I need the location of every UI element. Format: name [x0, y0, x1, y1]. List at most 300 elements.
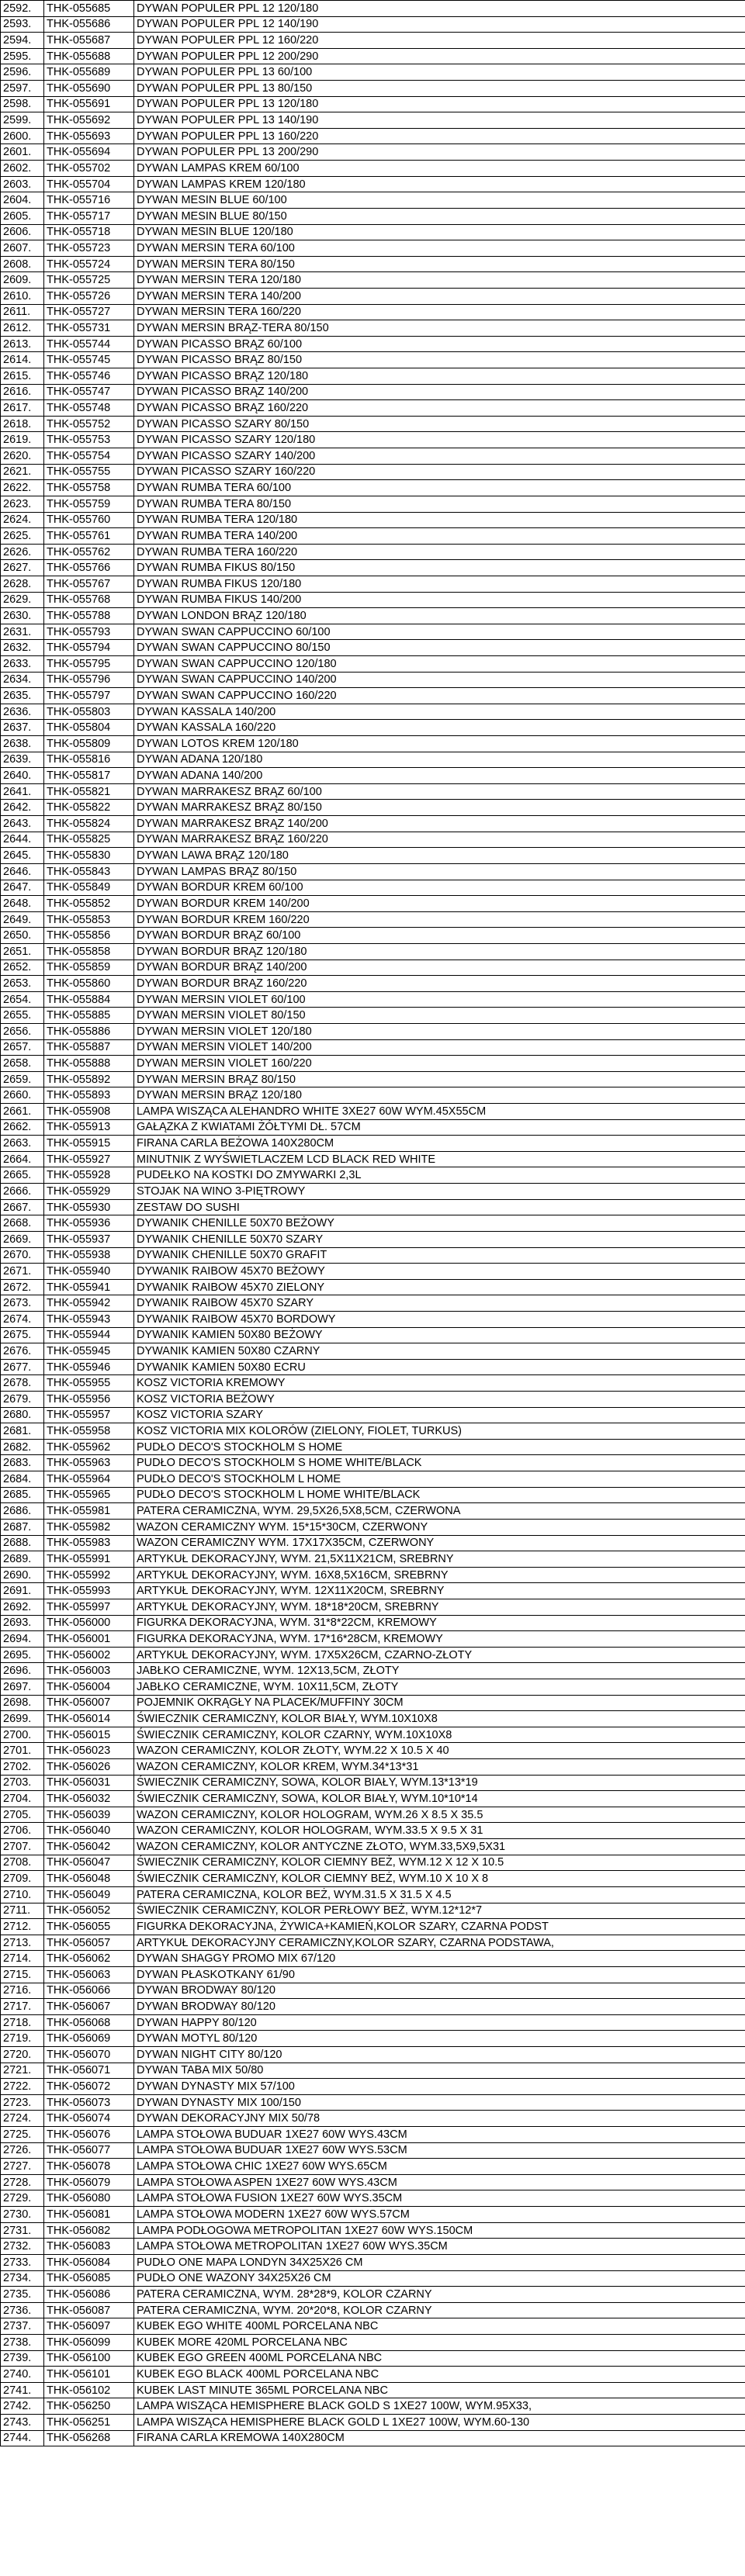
product-description: FIRANA CARLA BEŻOWA 140X280CM	[134, 1136, 745, 1152]
product-description: DYWAN PICASSO BRĄZ 140/200	[134, 384, 745, 400]
product-description: PATERA CERAMICZNA, WYM. 20*20*8, KOLOR CZARNY	[134, 2302, 745, 2318]
product-description: DYWAN BORDUR BRĄZ 120/180	[134, 943, 745, 960]
table-row	[1, 1071, 745, 1087]
table-row	[1, 1439, 745, 1455]
product-code: THK-056003	[44, 1663, 134, 1679]
row-number: 2689.	[1, 1551, 44, 1568]
table-row	[1, 1679, 745, 1695]
product-code: THK-056032	[44, 1791, 134, 1807]
product-description: KUBEK EGO GREEN 400ML PORCELANA NBC	[134, 2350, 745, 2367]
table-row	[1, 144, 745, 161]
table-row	[1, 640, 745, 656]
table-row	[1, 2031, 745, 2047]
table-row	[1, 1039, 745, 1056]
row-number: 2619.	[1, 432, 44, 448]
product-description: LAMPA STOŁOWA FUSION 1XE27 60W WYS.35CM	[134, 2190, 745, 2207]
table-row	[1, 2334, 745, 2350]
table-row	[1, 688, 745, 704]
table-row	[1, 2254, 745, 2270]
product-description: LAMPA WISZĄCA HEMISPHERE BLACK GOLD L 1XE27 100W, WYM.60-130	[134, 2415, 745, 2431]
product-description: DYWAN MESIN BLUE 80/150	[134, 208, 745, 224]
product-code: THK-055928	[44, 1167, 134, 1184]
table-row	[1, 256, 745, 272]
row-number: 2616.	[1, 384, 44, 400]
product-code: THK-055997	[44, 1599, 134, 1615]
product-description: DYWAN MERSIN BRĄZ 80/150	[134, 1071, 745, 1087]
product-code: THK-056048	[44, 1871, 134, 1887]
product-description: LAMPA WISZĄCA HEMISPHERE BLACK GOLD S 1XE27 100W, WYM.95X33,	[134, 2398, 745, 2415]
row-number: 2682.	[1, 1439, 44, 1455]
product-code: THK-055956	[44, 1392, 134, 1408]
product-code: THK-056042	[44, 1839, 134, 1855]
row-number: 2679.	[1, 1392, 44, 1408]
row-number: 2602.	[1, 161, 44, 177]
row-number: 2719.	[1, 2031, 44, 2047]
row-number: 2728.	[1, 2174, 44, 2190]
product-description: LAMPA PODŁOGOWA METROPOLITAN 1XE27 60W WYS.150CM	[134, 2222, 745, 2239]
product-description: DYWAN RUMBA FIKUS 140/200	[134, 592, 745, 608]
table-row	[1, 208, 745, 224]
table-row	[1, 480, 745, 496]
product-description: ŚWIECZNIK CERAMICZNY, SOWA, KOLOR BIAŁY, WYM.10*10*14	[134, 1791, 745, 1807]
product-code: THK-055830	[44, 848, 134, 864]
table-row	[1, 2318, 745, 2335]
row-number: 2599.	[1, 112, 44, 129]
row-number: 2594.	[1, 33, 44, 49]
table-row	[1, 2302, 745, 2318]
row-number: 2685.	[1, 1487, 44, 1503]
product-description: DYWAN MERSIN VIOLET 120/180	[134, 1024, 745, 1040]
product-code: THK-056031	[44, 1775, 134, 1791]
product-code: THK-056001	[44, 1631, 134, 1648]
product-description: DYWAN LOTOS KREM 120/180	[134, 736, 745, 752]
table-row	[1, 1184, 745, 1200]
row-number: 2688.	[1, 1535, 44, 1551]
product-code: THK-055982	[44, 1519, 134, 1535]
product-code: THK-055937	[44, 1231, 134, 1247]
product-description: WAZON CERAMICZNY, KOLOR HOLOGRAM, WYM.33.5 X 9.5 X 31	[134, 1823, 745, 1839]
product-code: THK-055760	[44, 512, 134, 528]
product-description: DYWAN MERSIN BRĄZ-TERA 80/150	[134, 320, 745, 337]
product-code: THK-056002	[44, 1647, 134, 1663]
product-description: DYWAN KASSALA 160/220	[134, 720, 745, 736]
product-code: THK-056076	[44, 2127, 134, 2143]
product-description: PUDŁO ONE WAZONY 34X25X26 CM	[134, 2270, 745, 2287]
product-description: DYWAN MERSIN VIOLET 60/100	[134, 991, 745, 1008]
product-description: DYWANIK CHENILLE 50X70 GRAFIT	[134, 1247, 745, 1264]
product-code: THK-055964	[44, 1471, 134, 1488]
table-row	[1, 624, 745, 640]
table-row	[1, 2079, 745, 2095]
product-code: THK-055893	[44, 1087, 134, 1104]
table-row	[1, 2159, 745, 2175]
product-description: DYWAN LAMPAS KREM 120/180	[134, 176, 745, 192]
table-row	[1, 2174, 745, 2190]
row-number: 2629.	[1, 592, 44, 608]
table-row	[1, 960, 745, 976]
product-code: THK-056057	[44, 1935, 134, 1951]
row-number: 2733.	[1, 2254, 44, 2270]
product-code: THK-055793	[44, 624, 134, 640]
table-row	[1, 1056, 745, 1072]
product-code: THK-055858	[44, 943, 134, 960]
product-description: DYWAN PICASSO BRĄZ 80/150	[134, 352, 745, 368]
product-code: THK-056084	[44, 2254, 134, 2270]
product-code: THK-055702	[44, 161, 134, 177]
row-number: 2663.	[1, 1136, 44, 1152]
product-description: DYWAN POPULER PPL 12 140/190	[134, 16, 745, 33]
row-number: 2713.	[1, 1935, 44, 1951]
product-description: PUDŁO DECO'S STOCKHOLM S HOME	[134, 1439, 745, 1455]
row-number: 2601.	[1, 144, 44, 161]
product-code: THK-056007	[44, 1695, 134, 1711]
table-row	[1, 1999, 745, 2015]
product-table-body	[1, 1, 745, 2446]
row-number: 2696.	[1, 1663, 44, 1679]
product-code: THK-056099	[44, 2334, 134, 2350]
product-code: THK-055817	[44, 768, 134, 784]
row-number: 2736.	[1, 2302, 44, 2318]
table-row	[1, 1743, 745, 1759]
product-code: THK-055885	[44, 1008, 134, 1024]
product-description: DYWAN BORDUR BRĄZ 60/100	[134, 928, 745, 944]
table-row	[1, 336, 745, 352]
table-row	[1, 1855, 745, 1871]
row-number: 2740.	[1, 2367, 44, 2383]
table-row	[1, 1695, 745, 1711]
product-description: ARTYKUŁ DEKORACYJNY, WYM. 18*18*20CM, SREBRNY	[134, 1599, 745, 1615]
product-code: THK-055809	[44, 736, 134, 752]
table-row	[1, 1, 745, 17]
product-description: DYWANIK RAIBOW 45X70 BORDOWY	[134, 1311, 745, 1327]
product-code: THK-055822	[44, 800, 134, 816]
table-row	[1, 16, 745, 33]
product-code: THK-056071	[44, 2063, 134, 2079]
row-number: 2598.	[1, 96, 44, 112]
row-number: 2656.	[1, 1024, 44, 1040]
table-row	[1, 224, 745, 240]
row-number: 2738.	[1, 2334, 44, 2350]
row-number: 2712.	[1, 1919, 44, 1935]
row-number: 2730.	[1, 2207, 44, 2223]
table-row	[1, 1807, 745, 1823]
product-description: LAMPA STOŁOWA CHIC 1XE27 60W WYS.65CM	[134, 2159, 745, 2175]
row-number: 2647.	[1, 880, 44, 896]
product-description: KOSZ VICTORIA MIX KOLORÓW (ZIELONY, FIOLET, TURKUS)	[134, 1423, 745, 1440]
table-row	[1, 2350, 745, 2367]
product-description: DYWAN ADANA 120/180	[134, 752, 745, 768]
table-row	[1, 1823, 745, 1839]
table-row	[1, 1407, 745, 1423]
row-number: 2597.	[1, 81, 44, 97]
product-description: PUDŁO DECO'S STOCKHOLM L HOME WHITE/BLACK	[134, 1487, 745, 1503]
row-number: 2607.	[1, 240, 44, 257]
product-code: THK-055744	[44, 336, 134, 352]
product-description: DYWAN PICASSO BRĄZ 60/100	[134, 336, 745, 352]
product-code: THK-055754	[44, 448, 134, 465]
row-number: 2706.	[1, 1823, 44, 1839]
table-row	[1, 1455, 745, 1471]
product-description: DYWAN POPULER PPL 13 80/150	[134, 81, 745, 97]
row-number: 2625.	[1, 528, 44, 545]
product-code: THK-055724	[44, 256, 134, 272]
row-number: 2623.	[1, 496, 44, 512]
table-row	[1, 672, 745, 688]
row-number: 2609.	[1, 272, 44, 289]
product-code: THK-055691	[44, 96, 134, 112]
product-code: THK-056087	[44, 2302, 134, 2318]
product-code: THK-055803	[44, 704, 134, 720]
row-number: 2595.	[1, 48, 44, 64]
row-number: 2714.	[1, 1951, 44, 1967]
product-code: THK-055726	[44, 288, 134, 304]
product-description: DYWAN MARRAKESZ BRĄZ 60/100	[134, 783, 745, 800]
row-number: 2667.	[1, 1199, 44, 1215]
product-code: THK-055884	[44, 991, 134, 1008]
row-number: 2704.	[1, 1791, 44, 1807]
row-number: 2622.	[1, 480, 44, 496]
product-description: ŚWIECZNIK CERAMICZNY, KOLOR CIEMNY BEŻ, WYM.10 X 10 X 8	[134, 1871, 745, 1887]
row-number: 2731.	[1, 2222, 44, 2239]
product-description: WAZON CERAMICZNY WYM. 15*15*30CM, CZERWONY	[134, 1519, 745, 1535]
product-description: KUBEK LAST MINUTE 365ML PORCELANA NBC	[134, 2382, 745, 2398]
table-row	[1, 416, 745, 432]
table-row	[1, 2047, 745, 2063]
product-code: THK-055746	[44, 368, 134, 385]
product-code: THK-055687	[44, 33, 134, 49]
product-description: DYWANIK CHENILLE 50X70 BEŻOWY	[134, 1215, 745, 1232]
product-code: THK-055767	[44, 576, 134, 592]
row-number: 2726.	[1, 2142, 44, 2159]
table-row	[1, 768, 745, 784]
row-number: 2725.	[1, 2127, 44, 2143]
product-description: ŚWIECZNIK CERAMICZNY, SOWA, KOLOR BIAŁY, WYM.13*13*19	[134, 1775, 745, 1791]
table-row	[1, 240, 745, 257]
row-number: 2690.	[1, 1567, 44, 1583]
product-description: LAMPA STOŁOWA ASPEN 1XE27 60W WYS.43CM	[134, 2174, 745, 2190]
table-row	[1, 2367, 745, 2383]
product-description: POJEMNIK OKRĄGŁY NA PLACEK/MUFFINY 30CM	[134, 1695, 745, 1711]
product-description: KOSZ VICTORIA SZARY	[134, 1407, 745, 1423]
product-description: DYWAN POPULER PPL 12 200/290	[134, 48, 745, 64]
product-description: DYWAN PICASSO BRĄZ 120/180	[134, 368, 745, 385]
row-number: 2700.	[1, 1727, 44, 1743]
product-code: THK-056055	[44, 1919, 134, 1935]
table-row	[1, 1503, 745, 1520]
product-code: THK-056080	[44, 2190, 134, 2207]
row-number: 2659.	[1, 1071, 44, 1087]
product-description: DYWAN PICASSO SZARY 140/200	[134, 448, 745, 465]
product-code: THK-056004	[44, 1679, 134, 1695]
row-number: 2742.	[1, 2398, 44, 2415]
table-row	[1, 1727, 745, 1743]
table-row	[1, 1311, 745, 1327]
product-description: ŚWIECZNIK CERAMICZNY, KOLOR CIEMNY BEŻ, WYM.12 X 12 X 10.5	[134, 1855, 745, 1871]
table-row	[1, 1151, 745, 1167]
product-code: THK-056066	[44, 1983, 134, 1999]
row-number: 2643.	[1, 816, 44, 832]
table-row	[1, 2207, 745, 2223]
product-description: DYWAN RUMBA TERA 60/100	[134, 480, 745, 496]
table-row	[1, 816, 745, 832]
product-description: MINUTNIK Z WYŚWIETLACZEM LCD BLACK RED WHITE	[134, 1151, 745, 1167]
table-row	[1, 848, 745, 864]
product-description: DYWAN PICASSO SZARY 80/150	[134, 416, 745, 432]
table-row	[1, 320, 745, 337]
table-row	[1, 1871, 745, 1887]
row-number: 2703.	[1, 1775, 44, 1791]
row-number: 2631.	[1, 624, 44, 640]
row-number: 2611.	[1, 304, 44, 320]
table-row	[1, 783, 745, 800]
product-code: THK-056100	[44, 2350, 134, 2367]
product-code: THK-055942	[44, 1295, 134, 1312]
row-number: 2673.	[1, 1295, 44, 1312]
table-row	[1, 1487, 745, 1503]
table-row	[1, 2142, 745, 2159]
table-row	[1, 448, 745, 465]
row-number: 2744.	[1, 2430, 44, 2446]
product-description: DYWAN KASSALA 140/200	[134, 704, 745, 720]
product-description: DYWAN MERSIN TERA 80/150	[134, 256, 745, 272]
product-code: THK-055940	[44, 1264, 134, 1280]
product-description: DYWANIK RAIBOW 45X70 BEŻOWY	[134, 1264, 745, 1280]
table-row	[1, 400, 745, 417]
row-number: 2732.	[1, 2239, 44, 2255]
row-number: 2670.	[1, 1247, 44, 1264]
product-code: THK-055694	[44, 144, 134, 161]
product-code: THK-055748	[44, 400, 134, 417]
product-code: THK-056067	[44, 1999, 134, 2015]
product-code: THK-055983	[44, 1535, 134, 1551]
product-description: DYWAN SWAN CAPPUCCINO 60/100	[134, 624, 745, 640]
product-description: ŚWIECZNIK CERAMICZNY, KOLOR BIAŁY, WYM.10X10X8	[134, 1711, 745, 1727]
table-row	[1, 1983, 745, 1999]
product-description: DYWAN LONDON BRĄZ 120/180	[134, 608, 745, 624]
product-description: DYWAN NIGHT CITY 80/120	[134, 2047, 745, 2063]
product-code: THK-055797	[44, 688, 134, 704]
row-number: 2639.	[1, 752, 44, 768]
product-code: THK-055725	[44, 272, 134, 289]
row-number: 2603.	[1, 176, 44, 192]
product-code: THK-056250	[44, 2398, 134, 2415]
row-number: 2640.	[1, 768, 44, 784]
table-row	[1, 112, 745, 129]
table-row	[1, 1024, 745, 1040]
table-row	[1, 1343, 745, 1360]
product-description: DYWAN MERSIN TERA 140/200	[134, 288, 745, 304]
table-row	[1, 128, 745, 144]
product-description: ARTYKUŁ DEKORACYJNY, WYM. 16X8,5X16CM, SREBRNY	[134, 1567, 745, 1583]
row-number: 2709.	[1, 1871, 44, 1887]
product-code: THK-055693	[44, 128, 134, 144]
product-description: DYWAN MERSIN VIOLET 140/200	[134, 1039, 745, 1056]
row-number: 2614.	[1, 352, 44, 368]
product-description: DYWAN POPULER PPL 13 140/190	[134, 112, 745, 129]
table-row	[1, 1375, 745, 1392]
row-number: 2636.	[1, 704, 44, 720]
product-code: THK-056101	[44, 2367, 134, 2383]
product-code: THK-055816	[44, 752, 134, 768]
table-row	[1, 2287, 745, 2303]
row-number: 2658.	[1, 1056, 44, 1072]
product-description: PUDŁO DECO'S STOCKHOLM S HOME WHITE/BLACK	[134, 1455, 745, 1471]
row-number: 2621.	[1, 464, 44, 480]
table-row	[1, 384, 745, 400]
product-description: WAZON CERAMICZNY, KOLOR HOLOGRAM, WYM.26 X 8.5 X 35.5	[134, 1807, 745, 1823]
product-code: THK-056077	[44, 2142, 134, 2159]
table-row	[1, 1087, 745, 1104]
table-row	[1, 1966, 745, 1983]
product-description: DYWAN TABA MIX 50/80	[134, 2063, 745, 2079]
product-description: DYWAN POPULER PPL 13 60/100	[134, 64, 745, 81]
product-description: DYWAN LAMPAS BRĄZ 80/150	[134, 863, 745, 880]
row-number: 2660.	[1, 1087, 44, 1104]
row-number: 2737.	[1, 2318, 44, 2335]
product-description: DYWAN PŁASKOTKANY 61/90	[134, 1966, 745, 1983]
product-description: WAZON CERAMICZNY, KOLOR ANTYCZNE ZŁOTO, WYM.33,5X9,5X31	[134, 1839, 745, 1855]
product-description: KOSZ VICTORIA KREMOWY	[134, 1375, 745, 1392]
row-number: 2637.	[1, 720, 44, 736]
row-number: 2687.	[1, 1519, 44, 1535]
product-code: THK-055731	[44, 320, 134, 337]
row-number: 2672.	[1, 1279, 44, 1295]
product-code: THK-055688	[44, 48, 134, 64]
product-description: DYWAN PICASSO SZARY 160/220	[134, 464, 745, 480]
table-row	[1, 272, 745, 289]
product-description: STOJAK NA WINO 3-PIĘTROWY	[134, 1184, 745, 1200]
row-number: 2630.	[1, 608, 44, 624]
table-row	[1, 720, 745, 736]
product-code: THK-055825	[44, 832, 134, 848]
product-description: DYWAN SWAN CAPPUCCINO 140/200	[134, 672, 745, 688]
product-code: THK-055692	[44, 112, 134, 129]
product-code: THK-056251	[44, 2415, 134, 2431]
product-code: THK-055685	[44, 1, 134, 17]
table-row	[1, 704, 745, 720]
row-number: 2683.	[1, 1455, 44, 1471]
product-description: DYWAN BRODWAY 80/120	[134, 1983, 745, 1999]
table-row	[1, 863, 745, 880]
product-code: THK-055821	[44, 783, 134, 800]
row-number: 2671.	[1, 1264, 44, 1280]
row-number: 2699.	[1, 1711, 44, 1727]
product-description: DYWAN MERSIN TERA 60/100	[134, 240, 745, 257]
row-number: 2635.	[1, 688, 44, 704]
row-number: 2593.	[1, 16, 44, 33]
row-number: 2681.	[1, 1423, 44, 1440]
product-description: LAMPA STOŁOWA METROPOLITAN 1XE27 60W WYS.35CM	[134, 2239, 745, 2255]
row-number: 2702.	[1, 1759, 44, 1776]
product-description: DYWAN PICASSO SZARY 120/180	[134, 432, 745, 448]
row-number: 2664.	[1, 1151, 44, 1167]
row-number: 2723.	[1, 2094, 44, 2111]
table-row	[1, 1136, 745, 1152]
product-description: DYWAN PICASSO BRĄZ 160/220	[134, 400, 745, 417]
table-row	[1, 352, 745, 368]
table-row	[1, 2094, 745, 2111]
row-number: 2618.	[1, 416, 44, 432]
product-description: KUBEK MORE 420ML PORCELANA NBC	[134, 2334, 745, 2350]
product-code: THK-056052	[44, 1903, 134, 1919]
product-code: THK-056083	[44, 2239, 134, 2255]
product-code: THK-055930	[44, 1199, 134, 1215]
row-number: 2645.	[1, 848, 44, 864]
row-number: 2627.	[1, 560, 44, 576]
product-code: THK-056074	[44, 2111, 134, 2127]
product-description: DYWANIK CHENILLE 50X70 SZARY	[134, 1231, 745, 1247]
table-row	[1, 1951, 745, 1967]
